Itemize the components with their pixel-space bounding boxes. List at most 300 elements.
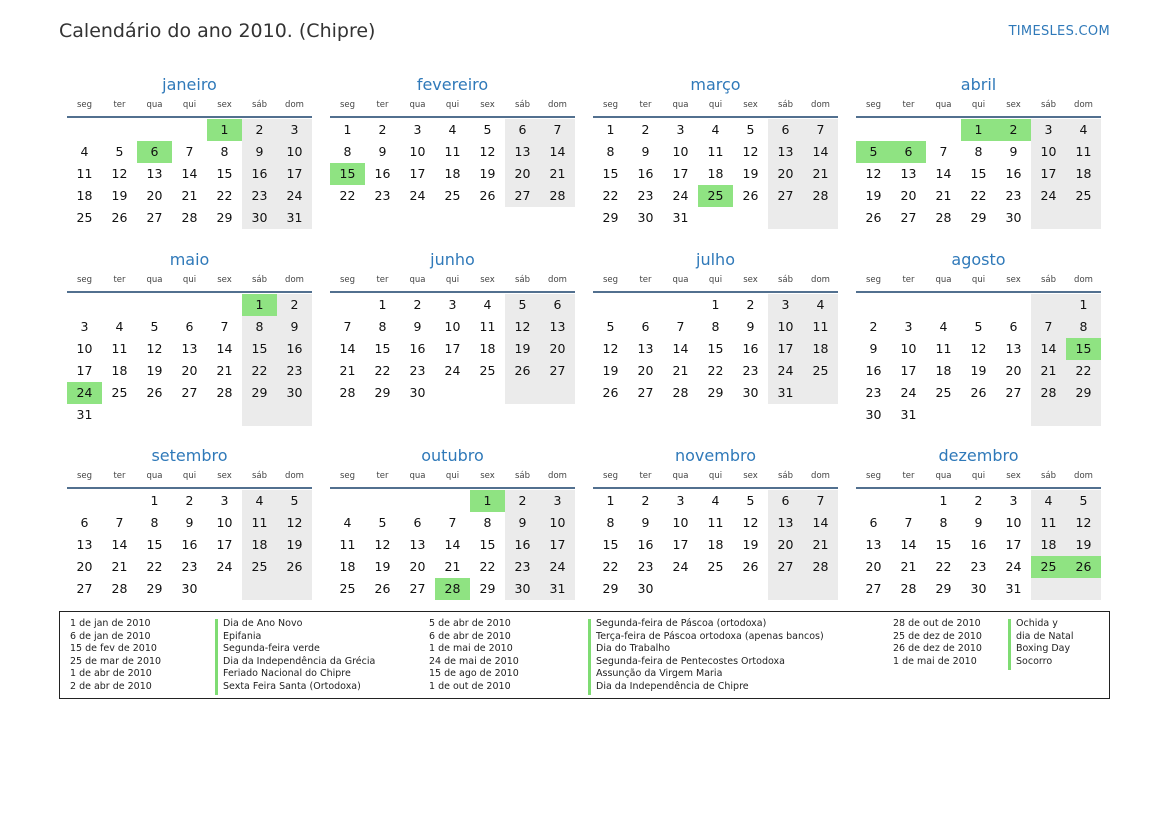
day-cell: 27	[76, 581, 93, 596]
weekday-label: qua	[672, 471, 689, 481]
day-cell: 24	[216, 559, 233, 574]
day-cell: 29	[479, 581, 496, 596]
day-cell: 10	[76, 341, 93, 356]
day-cell: 23	[251, 188, 268, 203]
day-cell: 10	[672, 515, 689, 530]
day-cell: 21	[181, 188, 198, 203]
weekday-label: ter	[113, 275, 126, 285]
weekday-label: sex	[480, 275, 495, 285]
legend-holiday: Epifania	[223, 630, 262, 642]
day-cell: 8	[939, 515, 948, 530]
day-cell: 15	[602, 166, 619, 181]
day-cell: 18	[935, 363, 952, 378]
day-cell: 22	[602, 188, 619, 203]
holiday-day: 26	[1066, 556, 1101, 578]
day-cell: 8	[255, 319, 264, 334]
day-cell: 22	[339, 188, 356, 203]
day-cell: 30	[1005, 210, 1022, 225]
header-rule	[856, 487, 1101, 489]
weekday-label: qui	[971, 471, 986, 481]
legend-date: 1 de mai de 2010	[893, 655, 977, 667]
day-grid	[856, 119, 1101, 251]
weekday-label: sex	[480, 471, 495, 481]
day-cell: 29	[602, 210, 619, 225]
day-cell: 28	[1040, 385, 1057, 400]
day-cell: 25	[444, 188, 461, 203]
weekday-label: qui	[182, 100, 197, 110]
weekday-label: sex	[1006, 275, 1021, 285]
day-cell: 8	[606, 144, 615, 159]
day-cell: 19	[479, 166, 496, 181]
weekday-label: qua	[672, 275, 689, 285]
day-cell: 20	[146, 188, 163, 203]
day-cell: 21	[935, 188, 952, 203]
day-cell: 29	[146, 581, 163, 596]
weekday-label: ter	[376, 100, 389, 110]
day-cell: 18	[251, 537, 268, 552]
day-cell: 21	[672, 363, 689, 378]
weekday-label: qui	[708, 471, 723, 481]
header-rule	[67, 116, 312, 118]
day-cell: 14	[181, 166, 198, 181]
weekday-label: qui	[971, 100, 986, 110]
day-cell: 15	[707, 341, 724, 356]
legend-holiday: Feriado Nacional do Chipre	[223, 668, 351, 680]
day-cell: 28	[549, 188, 566, 203]
day-cell: 26	[111, 210, 128, 225]
day-cell: 31	[672, 210, 689, 225]
day-cell: 3	[220, 493, 229, 508]
day-cell: 29	[707, 385, 724, 400]
legend-holiday: Terça-feira de Páscoa ortodoxa (apenas bancos)	[596, 630, 824, 642]
day-cell: 6	[641, 319, 650, 334]
legend-names-3	[1016, 618, 1074, 668]
day-cell: 13	[409, 537, 426, 552]
header-rule	[330, 487, 575, 489]
day-cell: 5	[115, 144, 124, 159]
day-cell: 20	[76, 559, 93, 574]
day-cell: 3	[1044, 122, 1053, 137]
holiday-day: 5	[856, 141, 891, 163]
weekday-label: sex	[743, 100, 758, 110]
day-cell: 9	[641, 144, 650, 159]
day-cell: 16	[181, 537, 198, 552]
day-cell: 23	[970, 559, 987, 574]
day-cell: 8	[711, 319, 720, 334]
weekday-label: seg	[865, 275, 882, 285]
day-cell: 16	[637, 537, 654, 552]
weekday-label: seg	[76, 275, 93, 285]
weekday-label: ter	[639, 471, 652, 481]
weekday-header	[330, 97, 575, 114]
month-name: janeiro	[162, 75, 217, 94]
day-cell: 3	[676, 122, 685, 137]
header-rule	[67, 487, 312, 489]
day-cell: 5	[746, 122, 755, 137]
header-rule	[593, 291, 838, 293]
day-cell: 5	[378, 515, 387, 530]
day-cell: 9	[1009, 144, 1018, 159]
day-cell: 11	[444, 144, 461, 159]
day-cell: 13	[76, 537, 93, 552]
day-cell: 16	[514, 537, 531, 552]
day-cell: 7	[676, 319, 685, 334]
day-cell: 13	[900, 166, 917, 181]
month-calendar	[856, 445, 1101, 622]
day-cell: 14	[672, 341, 689, 356]
day-cell: 10	[672, 144, 689, 159]
weekday-label: qui	[708, 100, 723, 110]
weekday-label: dom	[811, 471, 830, 481]
day-cell: 6	[781, 493, 790, 508]
day-cell: 28	[812, 559, 829, 574]
holiday-day: 15	[330, 163, 365, 185]
legend-date: 1 de mai de 2010	[429, 643, 513, 655]
day-cell: 17	[1040, 166, 1057, 181]
weekday-label: sáb	[251, 100, 268, 110]
legend-date: 5 de abr de 2010	[429, 618, 511, 629]
holiday-day: 1	[470, 490, 505, 512]
day-cell: 21	[812, 166, 829, 181]
day-cell: 25	[76, 210, 93, 225]
weekday-label: seg	[339, 471, 356, 481]
holiday-legend	[59, 611, 1110, 699]
day-cell: 20	[900, 188, 917, 203]
day-cell: 18	[444, 166, 461, 181]
day-cell: 18	[479, 341, 496, 356]
day-cell: 21	[900, 559, 917, 574]
day-cell: 10	[777, 319, 794, 334]
header-rule	[856, 116, 1101, 118]
day-cell: 29	[935, 581, 952, 596]
day-cell: 16	[374, 166, 391, 181]
month-name: dezembro	[938, 446, 1019, 465]
day-cell: 3	[448, 297, 457, 312]
day-cell: 8	[483, 515, 492, 530]
day-cell: 25	[812, 363, 829, 378]
day-cell: 15	[146, 537, 163, 552]
day-cell: 30	[970, 581, 987, 596]
day-cell: 5	[290, 493, 299, 508]
day-cell: 19	[970, 363, 987, 378]
weekday-label: sex	[1006, 100, 1021, 110]
day-cell: 31	[549, 581, 566, 596]
day-cell: 17	[777, 341, 794, 356]
month-calendar	[330, 445, 575, 622]
day-cell: 17	[672, 537, 689, 552]
day-cell: 30	[251, 210, 268, 225]
day-cell: 30	[742, 385, 759, 400]
day-cell: 23	[637, 188, 654, 203]
day-cell: 2	[518, 493, 527, 508]
day-cell: 16	[637, 166, 654, 181]
day-cell: 22	[970, 188, 987, 203]
holiday-day: 1	[242, 294, 277, 316]
day-cell: 11	[935, 341, 952, 356]
day-cell: 7	[448, 515, 457, 530]
legend-date: 26 de dez de 2010	[893, 643, 982, 655]
day-cell: 12	[479, 144, 496, 159]
day-cell: 26	[742, 188, 759, 203]
day-cell: 15	[374, 341, 391, 356]
weekday-label: sex	[217, 100, 232, 110]
day-cell: 11	[812, 319, 829, 334]
day-cell: 19	[602, 363, 619, 378]
month-name: junho	[430, 250, 475, 269]
day-cell: 4	[343, 515, 352, 530]
day-cell: 8	[150, 515, 159, 530]
day-cell: 27	[1005, 385, 1022, 400]
day-cell: 13	[1005, 341, 1022, 356]
holiday-day: 15	[1066, 338, 1101, 360]
day-cell: 26	[479, 188, 496, 203]
day-cell: 13	[549, 319, 566, 334]
day-cell: 16	[1005, 166, 1022, 181]
month-calendar	[330, 74, 575, 251]
day-cell: 10	[216, 515, 233, 530]
day-cell: 2	[255, 122, 264, 137]
day-cell: 4	[711, 493, 720, 508]
weekday-label: ter	[639, 275, 652, 285]
weekday-label: qui	[971, 275, 986, 285]
day-cell: 29	[374, 385, 391, 400]
weekday-label: sex	[743, 275, 758, 285]
day-cell: 19	[1075, 537, 1092, 552]
day-cell: 9	[255, 144, 264, 159]
day-cell: 24	[672, 559, 689, 574]
day-cell: 23	[374, 188, 391, 203]
day-cell: 14	[216, 341, 233, 356]
day-cell: 10	[1040, 144, 1057, 159]
weekday-label: dom	[548, 100, 567, 110]
day-cell: 27	[777, 188, 794, 203]
weekday-label: seg	[339, 275, 356, 285]
weekday-label: qua	[146, 100, 163, 110]
day-cell: 28	[111, 581, 128, 596]
day-cell: 4	[1079, 122, 1088, 137]
day-cell: 8	[1079, 319, 1088, 334]
weekday-label: seg	[865, 100, 882, 110]
day-cell: 11	[76, 166, 93, 181]
weekday-label: sáb	[1040, 100, 1057, 110]
day-cell: 3	[781, 297, 790, 312]
day-cell: 22	[479, 559, 496, 574]
day-cell: 13	[514, 144, 531, 159]
legend-date: 1 de jan de 2010	[70, 618, 151, 629]
day-cell: 27	[549, 363, 566, 378]
day-cell: 6	[553, 297, 562, 312]
day-cell: 4	[483, 297, 492, 312]
month-calendar	[330, 249, 575, 426]
day-cell: 7	[816, 493, 825, 508]
day-cell: 28	[339, 385, 356, 400]
weekday-header	[67, 468, 312, 485]
day-cell: 17	[409, 166, 426, 181]
day-cell: 27	[900, 210, 917, 225]
day-cell: 12	[286, 515, 303, 530]
weekday-header	[856, 272, 1101, 289]
weekday-label: qua	[146, 471, 163, 481]
day-cell: 6	[869, 515, 878, 530]
day-cell: 22	[251, 363, 268, 378]
day-cell: 4	[939, 319, 948, 334]
legend-holiday: Socorro	[1016, 655, 1053, 667]
holiday-day: 6	[137, 141, 172, 163]
day-cell: 26	[374, 581, 391, 596]
day-cell: 17	[76, 363, 93, 378]
weekday-label: qua	[672, 100, 689, 110]
weekday-header	[856, 97, 1101, 114]
legend-dates-3	[893, 618, 982, 668]
day-cell: 11	[251, 515, 268, 530]
day-cell: 11	[111, 341, 128, 356]
legend-date: 1 de abr de 2010	[70, 668, 152, 680]
day-cell: 11	[1040, 515, 1057, 530]
day-cell: 18	[707, 166, 724, 181]
day-cell: 24	[286, 188, 303, 203]
day-cell: 29	[1075, 385, 1092, 400]
day-cell: 23	[286, 363, 303, 378]
day-cell: 17	[672, 166, 689, 181]
day-grid	[593, 294, 838, 426]
legend-date: 25 de mar de 2010	[70, 655, 162, 667]
day-cell: 11	[479, 319, 496, 334]
day-cell: 4	[255, 493, 264, 508]
day-cell: 1	[343, 122, 352, 137]
day-cell: 1	[150, 493, 159, 508]
day-cell: 8	[378, 319, 387, 334]
month-calendar	[593, 74, 838, 251]
day-grid	[67, 294, 312, 426]
legend-holiday: Segunda-feira de Páscoa (ortodoxa)	[596, 618, 767, 629]
weekday-label: seg	[602, 100, 619, 110]
day-cell: 21	[549, 166, 566, 181]
month-name: março	[690, 75, 741, 94]
day-cell: 6	[518, 122, 527, 137]
day-cell: 1	[606, 122, 615, 137]
day-cell: 7	[904, 515, 913, 530]
legend-divider	[1008, 619, 1011, 670]
day-cell: 18	[707, 537, 724, 552]
day-cell: 6	[1009, 319, 1018, 334]
month-calendar	[856, 249, 1101, 426]
weekday-label: seg	[865, 471, 882, 481]
holiday-day: 1	[961, 119, 996, 141]
day-cell: 22	[935, 559, 952, 574]
day-cell: 14	[935, 166, 952, 181]
day-cell: 13	[777, 144, 794, 159]
legend-holiday: Dia de Ano Novo	[223, 618, 303, 629]
day-cell: 3	[904, 319, 913, 334]
day-cell: 19	[865, 188, 882, 203]
holiday-day: 24	[67, 382, 102, 404]
weekday-label: sex	[217, 471, 232, 481]
day-cell: 7	[1044, 319, 1053, 334]
day-cell: 12	[602, 341, 619, 356]
day-cell: 22	[707, 363, 724, 378]
legend-holiday: Segunda-feira de Pentecostes Ortodoxa	[596, 655, 785, 667]
day-cell: 14	[812, 144, 829, 159]
day-cell: 20	[865, 559, 882, 574]
weekday-label: qui	[445, 275, 460, 285]
day-cell: 25	[935, 385, 952, 400]
month-calendar	[593, 445, 838, 622]
weekday-header	[330, 468, 575, 485]
weekday-label: dom	[1074, 275, 1093, 285]
day-cell: 14	[1040, 341, 1057, 356]
day-cell: 22	[1075, 363, 1092, 378]
day-cell: 30	[409, 385, 426, 400]
weekday-label: qui	[708, 275, 723, 285]
day-cell: 23	[181, 559, 198, 574]
site-link[interactable]: TIMESLES.COM	[1008, 24, 1110, 39]
weekday-label: sáb	[777, 100, 794, 110]
day-cell: 12	[374, 537, 391, 552]
day-cell: 25	[111, 385, 128, 400]
weekday-label: qui	[445, 100, 460, 110]
day-cell: 9	[413, 319, 422, 334]
day-cell: 5	[150, 319, 159, 334]
day-cell: 24	[444, 363, 461, 378]
legend-date: 1 de out de 2010	[429, 680, 511, 692]
day-cell: 16	[742, 341, 759, 356]
legend-date: 25 de dez de 2010	[893, 630, 982, 642]
day-cell: 5	[974, 319, 983, 334]
weekday-header	[67, 272, 312, 289]
month-name: outubro	[421, 446, 484, 465]
day-cell: 27	[409, 581, 426, 596]
legend-holiday: Dia da Independência da Grécia	[223, 655, 376, 667]
day-cell: 22	[602, 559, 619, 574]
day-cell: 17	[216, 537, 233, 552]
day-cell: 11	[1075, 144, 1092, 159]
weekday-header	[67, 97, 312, 114]
day-cell: 18	[111, 363, 128, 378]
header-rule	[330, 116, 575, 118]
day-cell: 5	[483, 122, 492, 137]
day-cell: 26	[146, 385, 163, 400]
month-name: novembro	[675, 446, 756, 465]
day-cell: 16	[970, 537, 987, 552]
weekday-label: dom	[548, 275, 567, 285]
day-cell: 2	[974, 493, 983, 508]
weekday-header	[593, 272, 838, 289]
day-cell: 17	[900, 363, 917, 378]
day-cell: 4	[448, 122, 457, 137]
legend-holiday: Dia do Trabalho	[596, 643, 671, 655]
day-cell: 9	[869, 341, 878, 356]
weekday-label: sex	[1006, 471, 1021, 481]
day-cell: 18	[1075, 166, 1092, 181]
day-cell: 21	[111, 559, 128, 574]
day-cell: 15	[970, 166, 987, 181]
day-cell: 6	[185, 319, 194, 334]
weekday-label: seg	[602, 471, 619, 481]
holiday-day: 28	[435, 578, 470, 600]
day-cell: 12	[865, 166, 882, 181]
day-cell: 8	[220, 144, 229, 159]
day-cell: 30	[637, 210, 654, 225]
day-cell: 29	[970, 210, 987, 225]
day-cell: 20	[549, 341, 566, 356]
weekday-label: ter	[902, 100, 915, 110]
legend-holiday: Sexta Feira Santa (Ortodoxa)	[223, 680, 361, 692]
day-cell: 12	[970, 341, 987, 356]
day-cell: 2	[746, 297, 755, 312]
weekday-label: sáb	[514, 275, 531, 285]
day-cell: 26	[514, 363, 531, 378]
day-grid	[67, 490, 312, 622]
